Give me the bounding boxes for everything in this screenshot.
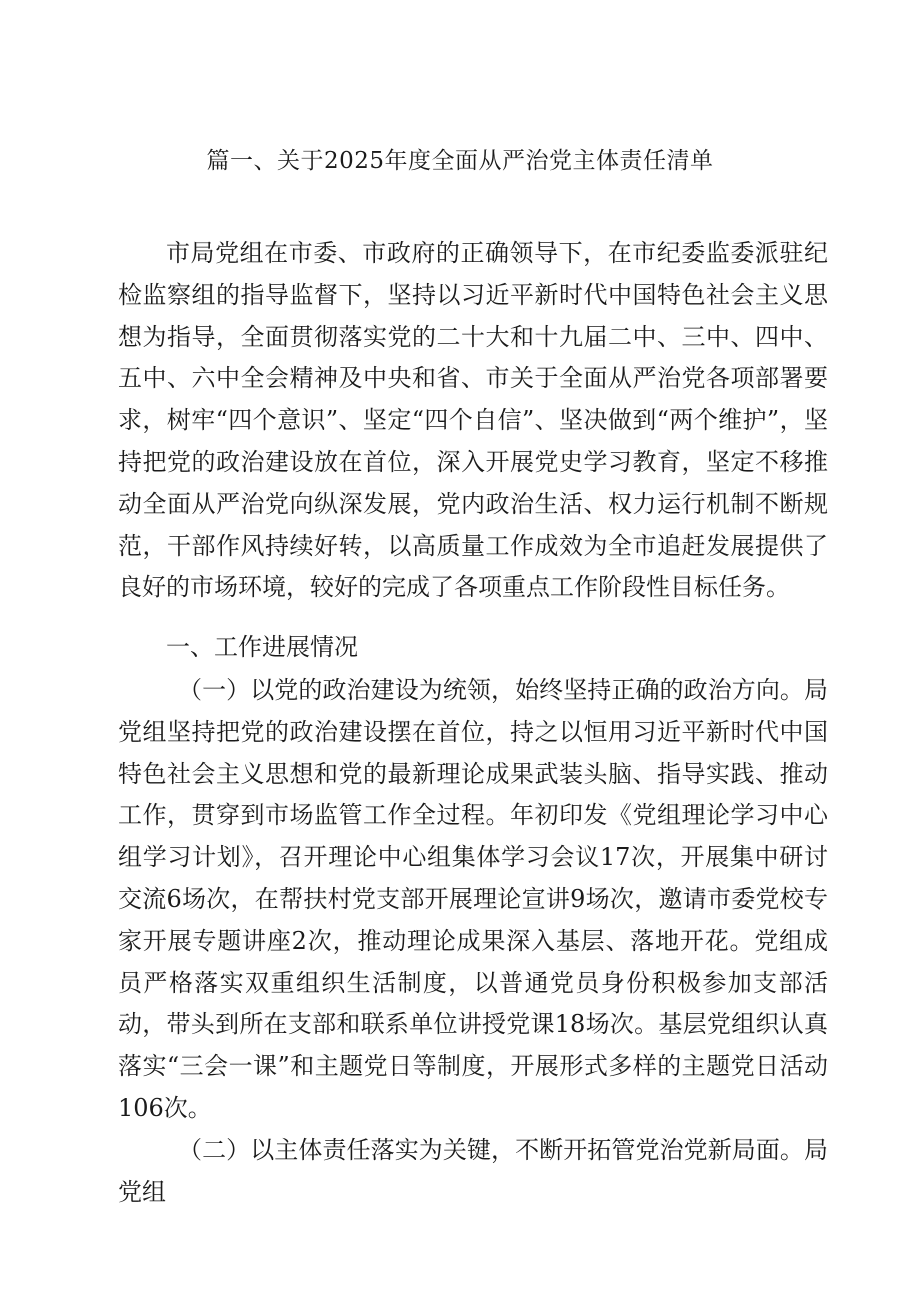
- intro-paragraph: 市局党组在市委、市政府的正确领导下，在市纪委监委派驻纪检监察组的指导监督下，坚持以习近平新时代中国特色社会主义思想为指导，全面贯彻落实党的二十大和十九届二中、三中、四中、五中、六中全会精神及中央和省、市关于全面从严治党各项部署要求，树牢“四个意识”、坚定“四个自信”、坚决做到“两个维护”，坚持把党的政治建设放在首位，深入开展党史学习教育，坚定不移推动全面从严治党向纵深发展，党内政治生活、权力运行机制不断规范，干部作风持续好转，以高质量工作成效为全市追赶发展提供了良好的市场环境，较好的完成了各项重点工作阶段性目标任务。: [118, 239, 828, 602]
- document-title: 篇一、关于2025年度全面从严治党主体责任清单: [206, 148, 714, 174]
- paragraph-one: （一）以党的政治建设为统领，始终坚持正确的政治方向。局党组坚持把党的政治建设摆在首位，持之以恒用习近平新时代中国特色社会主义思想和党的最新理论成果武装头脑、指导实践、推动工作，贯穿到市场监管工作全过程。年初印发《党组理论学习中心组学习计划》，召开理论中心组集体学习会议17次，开展集中研讨交流6场次，在帮扶村党支部开展理论宣讲9场次，邀请市委党校专家开展专题讲座2次，推动理论成果深入基层、落地开花。党组成员严格落实双重组织生活制度，以普通党员身份积极参加支部活动，带头到所在支部和联系单位讲授党课18场次。基层党组织认真落实“三会一课”和主题党日等制度，开展形式多样的主题党日活动106次。: [118, 676, 828, 1122]
- paragraph-two: （二）以主体责任落实为关键，不断开拓管党治党新局面。局党组: [118, 1136, 828, 1206]
- section-heading: 一、工作进展情况: [166, 633, 358, 661]
